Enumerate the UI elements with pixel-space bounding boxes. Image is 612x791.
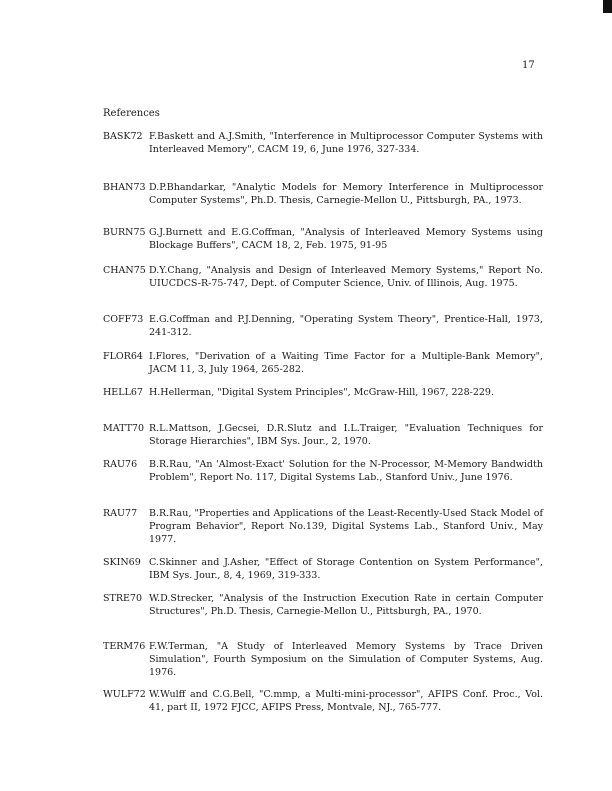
reference-key: TERM76 <box>103 641 146 652</box>
reference-entry <box>103 458 543 484</box>
reference-text: F.Baskett and A.J.Smith, "Interference in Multiprocessor Computer Systems with Interleaved Memory", CACM 19, 6, June 1976, 327-334. <box>149 131 543 155</box>
reference-text: E.G.Coffman and P.J.Denning, "Operating System Theory", Prentice-Hall, 1973, 241-312. <box>149 314 543 338</box>
reference-entry <box>103 688 543 714</box>
reference-key: BHAN73 <box>103 182 146 193</box>
reference-text: R.L.Mattson, J.Gecsei, D.R.Slutz and I.L.Traiger, "Evaluation Techniques for Storage Hierarchies", IBM Sys. Jour., 2, 1970. <box>149 423 543 447</box>
reference-entry <box>103 592 543 618</box>
reference-key: HELL67 <box>103 387 143 398</box>
reference-text: F.W.Terman, "A Study of Interleaved Memory Systems by Trace Driven Simulation", Fourth Symposium on the Simulation of Computer Systems, Aug. 1976. <box>149 641 543 678</box>
reference-key: COFF73 <box>103 314 144 325</box>
reference-entry <box>103 507 543 546</box>
reference-key: CHAN75 <box>103 265 146 276</box>
reference-key: SKIN69 <box>103 557 141 568</box>
references-heading: References <box>103 108 160 119</box>
reference-key: BURN75 <box>103 227 146 238</box>
reference-text: B.R.Rau, "Properties and Applications of the Least-Recently-Used Stack Model of Program Behavior", Report No.139, Digital Systems Lab., Stanford Univ., May 1977. <box>149 508 543 545</box>
reference-text: C.Skinner and J.Asher, "Effect of Storage Contention on System Performance", IBM Sys. Jour., 8, 4, 1969, 319-333. <box>149 557 543 581</box>
scan-corner-mark <box>603 0 612 13</box>
reference-entry <box>103 264 543 290</box>
reference-text: W.D.Strecker, "Analysis of the Instruction Execution Rate in certain Computer Structures", Ph.D. Thesis, Carnegie-Mellon U., Pittsburgh, PA., 1970. <box>149 593 543 617</box>
reference-entry <box>103 556 543 582</box>
reference-text: D.Y.Chang, "Analysis and Design of Interleaved Memory Systems," Report No. UIUCDCS-R-75-747, Dept. of Computer Science, Univ. of Illinois, Aug. 1975. <box>149 265 543 289</box>
reference-key: RAU77 <box>103 508 138 519</box>
reference-text: I.Flores, "Derivation of a Waiting Time Factor for a Multiple-Bank Memory", JACM 11, 3, July 1964, 265-282. <box>149 351 543 375</box>
reference-entry <box>103 640 543 679</box>
reference-entry <box>103 422 543 448</box>
reference-key: WULF72 <box>103 689 146 700</box>
reference-key: STRE70 <box>103 593 143 604</box>
reference-entry <box>103 386 543 399</box>
reference-text: D.P.Bhandarkar, "Analytic Models for Memory Interference in Multiprocessor Computer Systems", Ph.D. Thesis, Carnegie-Mellon U., Pittsburgh, PA., 1973. <box>149 182 543 206</box>
reference-text: G.J.Burnett and E.G.Coffman, "Analysis of Interleaved Memory Systems using Blockage Buffers", CACM 18, 2, Feb. 1975, 91-95 <box>149 227 543 251</box>
reference-entry <box>103 226 543 252</box>
reference-entry <box>103 350 543 376</box>
reference-key: MATT70 <box>103 423 145 434</box>
reference-entry <box>103 313 543 339</box>
reference-key: RAU76 <box>103 459 138 470</box>
reference-key: BASK72 <box>103 131 143 142</box>
reference-text: B.R.Rau, "An 'Almost-Exact' Solution for the N-Processor, M-Memory Bandwidth Problem", Report No. 117, Digital Systems Lab., Stanford Univ., June 1976. <box>149 459 543 483</box>
reference-entry <box>103 181 543 207</box>
reference-text: W.Wulff and C.G.Bell, "C.mmp, a Multi-mini-processor", AFIPS Conf. Proc., Vol. 41, part II, 1972 FJCC, AFIPS Press, Montvale, NJ., 765-777. <box>149 689 543 713</box>
reference-entry <box>103 130 543 156</box>
reference-key: FLOR64 <box>103 351 143 362</box>
page-number: 17 <box>522 60 535 71</box>
reference-text: H.Hellerman, "Digital System Principles", McGraw-Hill, 1967, 228-229. <box>149 387 494 398</box>
